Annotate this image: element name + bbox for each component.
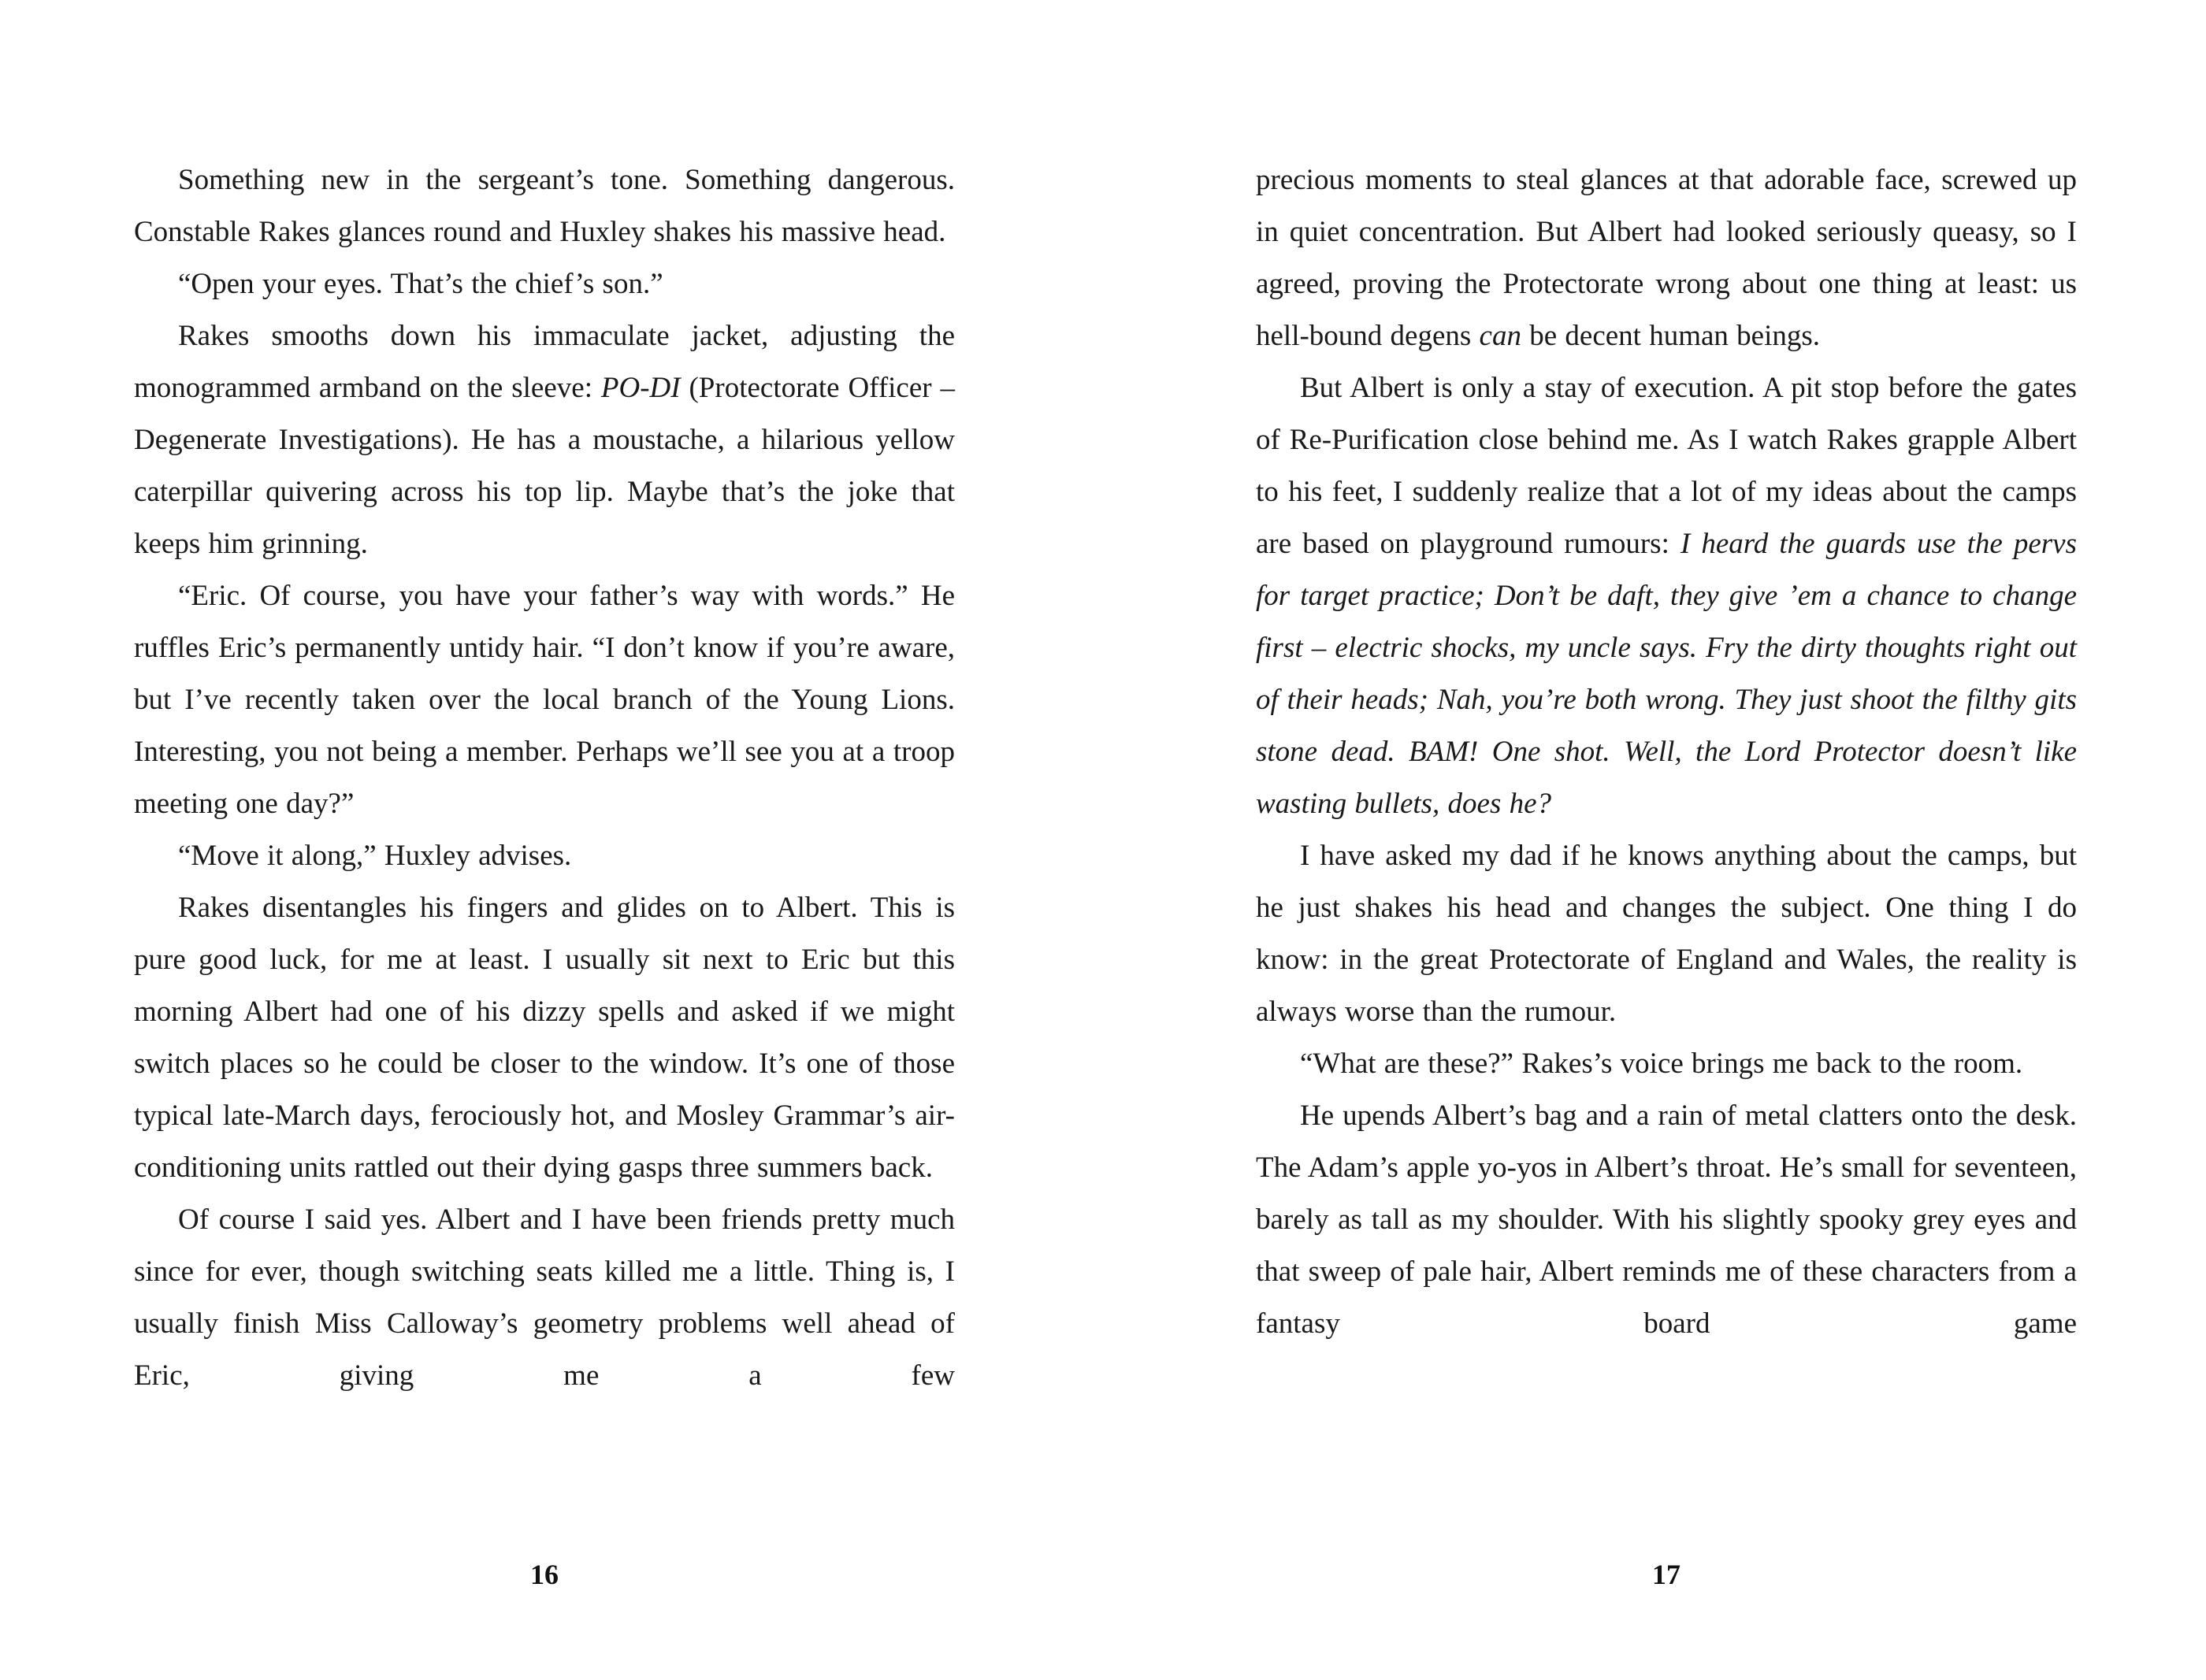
body-text: But Albert is only a stay of execution. A pit stop before the gates of Re-Purification close behind me. As I watch Rakes grapple Albert to his feet, I suddenly realize that a lot of my ideas about the camps are based on playground rumours: [1256, 372, 2077, 560]
body-text: Rakes disentangles his fingers and glides on to Albert. This is pure good luck, for me at least. I usually sit next to Eric but this morning Albert had one of his dizzy spells and asked if we might switch places so he could be closer to the window. It’s one of those typical late-March days, ferociously hot, and Mosley Grammar’s air-conditioning units rattled out their dying gasps three summers back. [134, 892, 955, 1184]
body-text: (Protectorate Officer – Degenerate Investigations). He has a moustache, a hilarious yellow caterpillar quivering across his top lip. Maybe that’s the joke that keeps him grinning. [134, 372, 955, 560]
body-text: Something new in the sergeant’s tone. Something dangerous. Constable Rakes glances round and Huxley shakes his massive head. [134, 164, 955, 248]
body-text: He upends Albert’s bag and a rain of metal clatters onto the desk. The Adam’s apple yo-yos in Albert’s throat. He’s small for seventeen, barely as tall as my shoulder. With his slightly spooky grey eyes and that sweep of pale hair, Albert reminds me of these characters from a fantasy board game [1256, 1100, 2077, 1340]
body-text: “What are these?” Rakes’s voice brings me back to the room. [1300, 1048, 2023, 1080]
paragraph [134, 830, 955, 882]
body-text: I have asked my dad if he knows anything about the camps, but he just shakes his head and changes the subject. One thing I do know: in the great Protectorate of England and Wales, the reality is always worse than the rumour. [1256, 840, 2077, 1028]
body-text: “Open your eyes. That’s the chief’s son.” [178, 268, 663, 300]
paragraph [1256, 830, 2077, 1038]
paragraph [1256, 1090, 2077, 1350]
paragraph [134, 882, 955, 1194]
body-text: be decent human beings. [1521, 320, 1821, 352]
body-text: Rakes smooths down his immaculate jacket, adjusting the monogrammed armband on the sleeve: [134, 320, 955, 404]
body-text: “Eric. Of course, you have your father’s way with words.” He ruffles Eric’s permanently untidy hair. “I don’t know if you’re aware, but I’ve recently taken over the local branch of the Young Lions. Interesting, you not being a member. Perhaps we’ll see you at a troop meeting one day?” [134, 580, 955, 820]
paragraph [134, 154, 955, 258]
body-text: precious moments to steal glances at that adorable face, screwed up in quiet concentration. But Albert had looked seriously queasy, so I agreed, proving the Protectorate wrong about one thing at least: us hell-bound degens [1256, 164, 2077, 352]
paragraph [1256, 362, 2077, 830]
body-text: “Move it along,” Huxley advises. [178, 840, 572, 872]
paragraph [134, 258, 955, 310]
left-page-text-block [134, 154, 955, 1402]
right-page-text-block [1256, 154, 2077, 1350]
paragraph [134, 570, 955, 830]
paragraph [1256, 1038, 2077, 1090]
page-number-left: 16 [530, 1559, 559, 1590]
body-text: Of course I said yes. Albert and I have been friends pretty much since for ever, though switching seats killed me a little. Thing is, I usually finish Miss Calloway’s geometry problems well ahead of Eric, giving me a few [134, 1203, 955, 1392]
page-number-right: 17 [1652, 1559, 1680, 1590]
paragraph [1256, 154, 2077, 362]
italic-text: can [1479, 320, 1521, 352]
italic-text: PO-DI [600, 372, 681, 404]
paragraph [134, 310, 955, 570]
italic-text: I heard the guards use the pervs for target practice; Don’t be daft, they give ’em a chance to change first – electric shocks, my uncle says. Fry the dirty thoughts right out of their heads; Nah, you’re both wrong. They just shoot the filthy gits stone dead. BAM! One shot. Well, the Lord Protector doesn’t like wasting bullets, does he? [1256, 528, 2078, 820]
paragraph [134, 1194, 955, 1402]
